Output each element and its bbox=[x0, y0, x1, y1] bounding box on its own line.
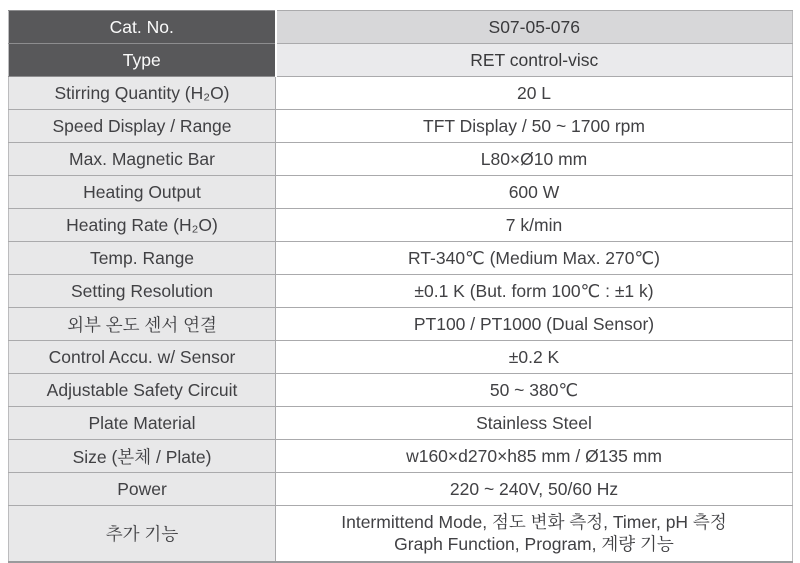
spec-value-plate-material: Stainless Steel bbox=[276, 407, 793, 440]
spec-label-stirring-quantity: Stirring Quantity (H₂O) bbox=[9, 77, 276, 110]
spec-value-setting-resolution: ±0.1 K (But. form 100℃ : ±1 k) bbox=[276, 275, 793, 308]
spec-value-heating-output: 600 W bbox=[276, 176, 793, 209]
spec-label-temp-range: Temp. Range bbox=[9, 242, 276, 275]
spec-value-size: w160×d270×h85 mm / Ø135 mm bbox=[276, 440, 793, 473]
table-row-adjustable-safety-circuit bbox=[9, 374, 793, 407]
spec-value-adjustable-safety-circuit: 50 ~ 380℃ bbox=[276, 374, 793, 407]
spec-value-external-temp-sensor: PT100 / PT1000 (Dual Sensor) bbox=[276, 308, 793, 341]
spec-label-setting-resolution: Setting Resolution bbox=[9, 275, 276, 308]
spec-value-cat-no: S07-05-076 bbox=[276, 11, 793, 44]
table-row-heating-rate bbox=[9, 209, 793, 242]
spec-value-max-magnetic-bar: L80×Ø10 mm bbox=[276, 143, 793, 176]
spec-value-speed-display-range: TFT Display / 50 ~ 1700 rpm bbox=[276, 110, 793, 143]
table-row-control-accuracy bbox=[9, 341, 793, 374]
spec-label-power: Power bbox=[9, 473, 276, 506]
spec-value-additional-functions: Intermittend Mode, 점도 변화 측정, Timer, pH 측정 Graph Function, Program, 계량 기능 bbox=[276, 506, 793, 562]
table-row-external-temp-sensor bbox=[9, 308, 793, 341]
table-row-heating-output bbox=[9, 176, 793, 209]
spec-label-type: Type bbox=[9, 44, 276, 77]
spec-label-heating-output: Heating Output bbox=[9, 176, 276, 209]
spec-value-heating-rate: 7 k/min bbox=[276, 209, 793, 242]
table-row-type bbox=[9, 44, 793, 77]
spec-table bbox=[8, 10, 792, 563]
spec-label-control-accuracy: Control Accu. w/ Sensor bbox=[9, 341, 276, 374]
spec-label-adjustable-safety-circuit: Adjustable Safety Circuit bbox=[9, 374, 276, 407]
spec-label-speed-display-range: Speed Display / Range bbox=[9, 110, 276, 143]
spec-value-control-accuracy: ±0.2 K bbox=[276, 341, 793, 374]
spec-value-stirring-quantity: 20 L bbox=[276, 77, 793, 110]
spec-label-cat-no: Cat. No. bbox=[9, 11, 276, 44]
table-row-setting-resolution bbox=[9, 275, 793, 308]
table-row-speed-display-range bbox=[9, 110, 793, 143]
table-row-size bbox=[9, 440, 793, 473]
table-row-cat-no bbox=[9, 11, 793, 44]
table-row-max-magnetic-bar bbox=[9, 143, 793, 176]
table-row-plate-material bbox=[9, 407, 793, 440]
spec-label-plate-material: Plate Material bbox=[9, 407, 276, 440]
spec-value-type: RET control-visc bbox=[276, 44, 793, 77]
spec-label-external-temp-sensor: 외부 온도 센서 연결 bbox=[9, 308, 276, 341]
spec-value-power: 220 ~ 240V, 50/60 Hz bbox=[276, 473, 793, 506]
product-spec-table bbox=[8, 10, 793, 563]
spec-label-size: Size (본체 / Plate) bbox=[9, 440, 276, 473]
spec-label-additional-functions: 추가 기능 bbox=[9, 506, 276, 562]
table-row-power bbox=[9, 473, 793, 506]
table-row-temp-range bbox=[9, 242, 793, 275]
spec-label-max-magnetic-bar: Max. Magnetic Bar bbox=[9, 143, 276, 176]
spec-label-heating-rate: Heating Rate (H₂O) bbox=[9, 209, 276, 242]
table-row-additional-functions bbox=[9, 506, 793, 562]
spec-value-temp-range: RT-340℃ (Medium Max. 270℃) bbox=[276, 242, 793, 275]
table-row-stirring-quantity bbox=[9, 77, 793, 110]
